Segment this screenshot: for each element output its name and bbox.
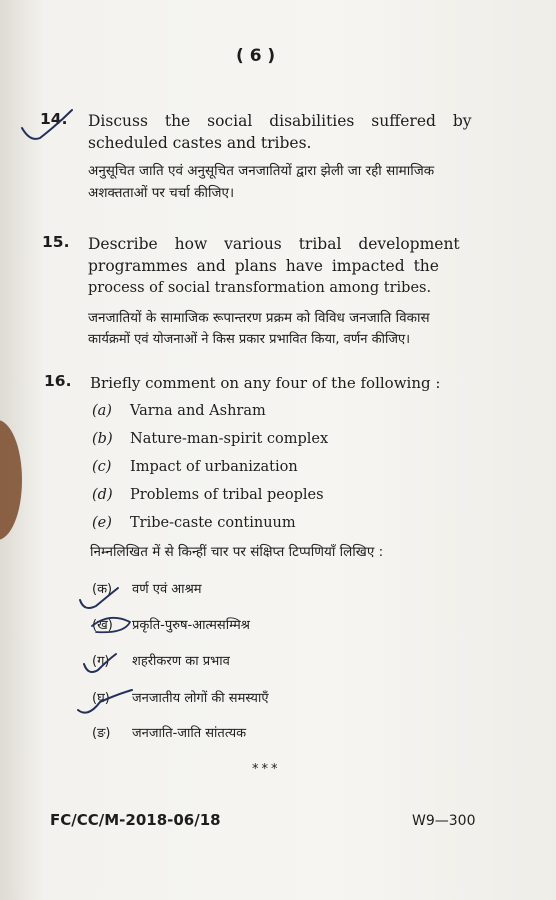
q15-line-1: Describe how various tribal development: [88, 235, 460, 253]
option-text: Tribe-caste continuum: [130, 515, 296, 531]
series-code: W9—300: [412, 813, 476, 829]
option-label: (क): [92, 582, 113, 597]
q14-hindi-1: अनुसूचित जाति एवं अनुसूचित जनजातियों द्वारा झेली जा रही सामाजिक: [88, 163, 435, 179]
option-label: (ङ): [92, 726, 111, 741]
q15-hindi-2: कार्यक्रमों एवं योजनाओं ने किस प्रकार प्रभावित किया, वर्णन कीजिए।: [88, 332, 411, 347]
option-label: (घ): [92, 691, 110, 706]
option-text: शहरीकरण का प्रभाव: [132, 654, 230, 669]
option-text: जनजाति-जाति सांतत्यक: [132, 726, 247, 741]
page-number: ( 6 ): [236, 46, 276, 66]
question-15-number: 15.: [42, 233, 70, 251]
q15-hindi-1: जनजातियों के सामाजिक रूपान्तरण प्रक्रम को विविध जनजाति विकास: [88, 310, 430, 326]
option-text: Nature-man-spirit complex: [130, 431, 329, 447]
option-label: (b): [92, 431, 113, 447]
option-label: (e): [92, 515, 112, 531]
option-text: Varna and Ashram: [130, 403, 266, 419]
ink-circle-kha: [92, 618, 130, 632]
q16-hindi-prompt: निम्नलिखित में से किन्हीं चार पर संक्षिप्त टिप्पणियाँ लिखिए :: [90, 544, 384, 560]
q14-line-1: Discuss the social disabilities suffered by: [88, 112, 472, 130]
option-label: (ग): [92, 654, 110, 669]
option-label: (c): [92, 459, 112, 475]
option-text: जनजातीय लोगों की समस्याएँ: [132, 691, 269, 706]
option-text: प्रकृति-पुरुष-आत्मसम्मिश्र: [132, 618, 250, 633]
ink-check-gha: [78, 690, 132, 713]
option-text: वर्ण एवं आश्रम: [132, 582, 202, 597]
ink-check-ga: [84, 654, 116, 672]
q14-hindi-2: अशक्तताओं पर चर्चा कीजिए।: [88, 185, 235, 201]
end-mark: ***: [252, 762, 281, 777]
question-14-number: 14.: [40, 110, 68, 128]
q15-line-3: process of social transformation among tribes.: [88, 280, 432, 296]
q15-line-2: programmes and plans have impacted the: [88, 257, 439, 275]
ink-check-q14: [22, 110, 72, 139]
option-label: (a): [92, 403, 112, 419]
option-text: Impact of urbanization: [130, 459, 298, 475]
option-label: (ख): [92, 618, 113, 633]
option-label: (d): [92, 487, 113, 503]
question-16-number: 16.: [44, 372, 72, 390]
option-text: Problems of tribal peoples: [130, 487, 324, 503]
paper-code: FC/CC/M-2018-06/18: [50, 811, 221, 829]
ink-check-ka: [80, 588, 118, 608]
q16-prompt: Briefly comment on any four of the following :: [90, 374, 441, 392]
q14-line-2: scheduled castes and tribes.: [88, 134, 312, 152]
